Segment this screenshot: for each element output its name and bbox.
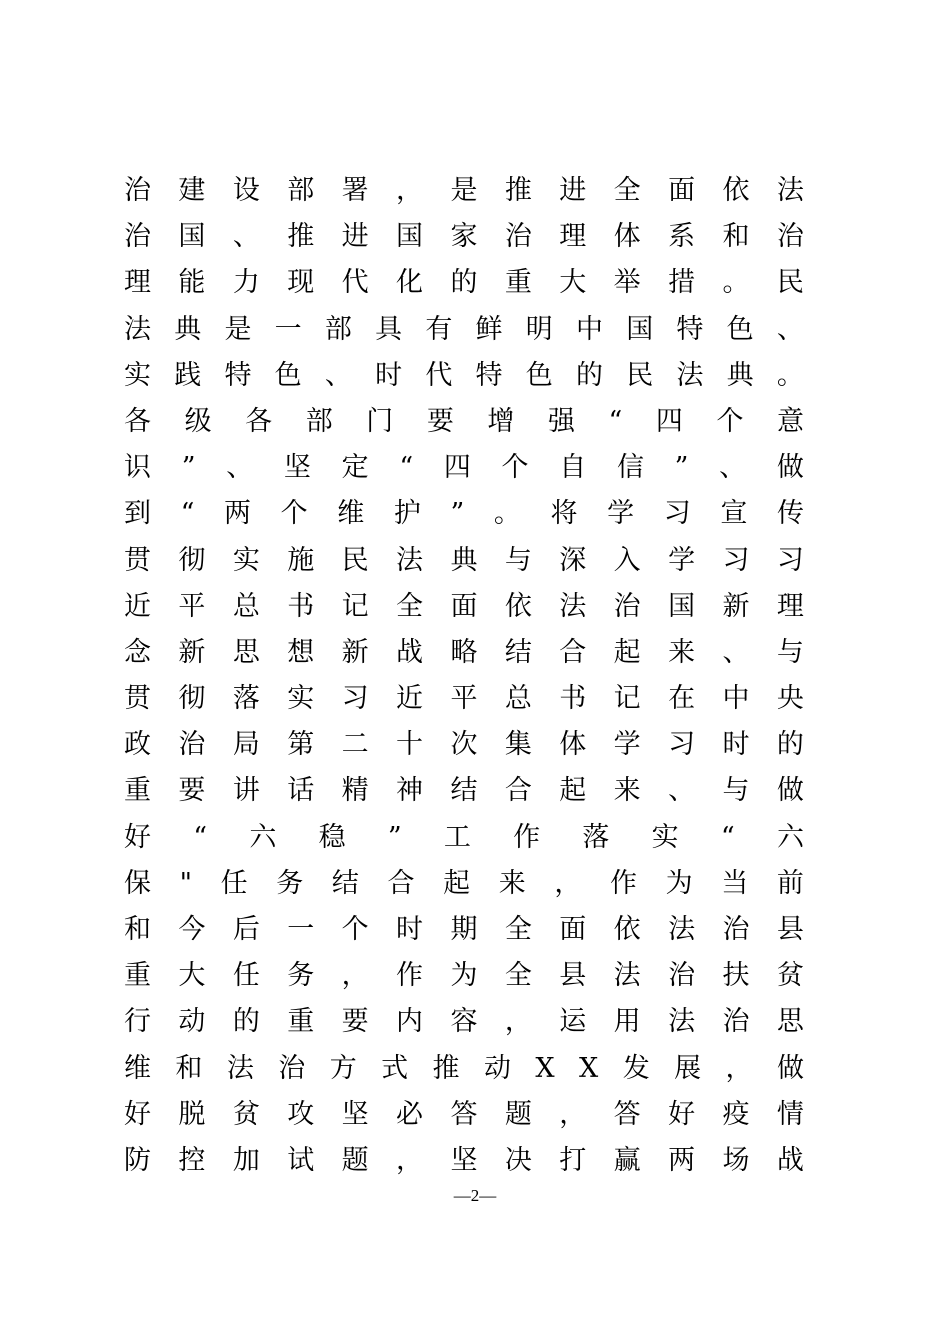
text-line: 各 级 各 部 门 要 增 强 “ 四 个 意	[124, 405, 804, 437]
text-line: 好 脱 贫 攻 坚 必 答 题 ， 答 好 疫 情	[124, 1098, 804, 1130]
text-line: 行 动 的 重 要 内 容 ， 运 用 法 治 思	[124, 1006, 804, 1038]
text-line: 政 治 局 第 二 十 次 集 体 学 习 时 的	[124, 729, 804, 761]
page-number: —2—	[453, 1186, 497, 1205]
text-line: 保 " 任 务 结 合 起 来 ， 作 为 当 前	[124, 867, 804, 899]
text-line: 贯 彻 落 实 习 近 平 总 书 记 在 中 央	[124, 683, 804, 715]
text-line: 治 建 设 部 署 ， 是 推 进 全 面 依 法	[124, 175, 804, 206]
text-line: 实 践 特 色 、 时 代 特 色 的 民 法 典 。	[124, 359, 804, 391]
body-text	[124, 168, 804, 1184]
text-line: 理 能 力 现 代 化 的 重 大 举 措 。 民	[124, 267, 804, 299]
text-line: 重 大 任 务 ， 作 为 全 县 法 治 扶 贫	[124, 960, 804, 992]
text-line: 重 要 讲 话 精 神 结 合 起 来 、 与 做	[124, 775, 804, 807]
text-line: 防 控 加 试 题 ， 坚 决 打 赢 两 场 战	[124, 1144, 804, 1176]
text-line: 近 平 总 书 记 全 面 依 法 治 国 新 理	[124, 590, 804, 622]
text-line: 维 和 法 治 方 式 推 动 X X 发 展 ， 做	[124, 1052, 804, 1084]
text-line: 治 国 、 推 进 国 家 治 理 体 系 和 治	[124, 221, 804, 253]
text-line: 贯 彻 实 施 民 法 典 与 深 入 学 习 习	[124, 544, 804, 576]
text-line: 到 “ 两 个 维 护 ” 。 将 学 习 宣 传	[124, 498, 804, 530]
text-line: 识 ” 、 坚 定 “ 四 个 自 信 ” 、 做	[124, 452, 804, 484]
text-line: 好 “ 六 稳 ” 工 作 落 实 “ 六	[124, 821, 804, 853]
text-line: 念 新 思 想 新 战 略 结 合 起 来 、 与	[124, 636, 804, 668]
text-line: 和 今 后 一 个 时 期 全 面 依 法 治 县	[124, 914, 804, 945]
text-line: 法 典 是 一 部 具 有 鲜 明 中 国 特 色 、	[124, 313, 804, 345]
